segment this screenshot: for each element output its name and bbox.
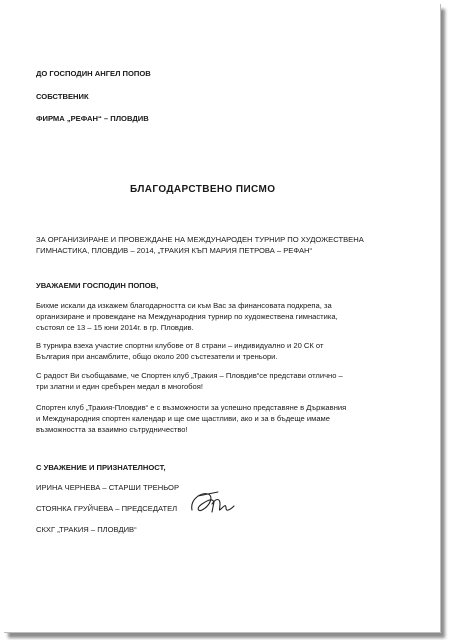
subject-line-2: ГИМНАСТИКА, ПЛОВДИВ – 2014, „ТРАКИЯ КЪП МАРИЯ ПЕТРОВА – РЕФАН“	[36, 246, 313, 255]
letter-title: БЛАГОДАРСТВЕНО ПИСМО	[130, 184, 276, 195]
paragraph-4-line-2: и Международния спортен календар и ще сме щастливи, ако и за в бъдеще имаме	[36, 414, 330, 423]
paragraph-3-line-2: три златни и един сребърен медал в многобоя!	[36, 382, 203, 391]
signatory-chair: СТОЯНКА ГРУЙЧЕВА – ПРЕДСЕДАТЕЛ	[36, 504, 178, 513]
signatory-coach: ИРИНА ЧЕРНЕВА – СТАРШИ ТРЕНЬОР	[36, 483, 180, 492]
paragraph-4-line-3: възможността за взаимно сътрудничество!	[36, 425, 188, 434]
subject-line-1: ЗА ОРГАНИЗИРАНЕ И ПРОВЕЖДАНЕ НА МЕЖДУНАРОДЕН ТУРНИР ПО ХУДОЖЕСТВЕНА	[36, 235, 364, 244]
letter-page	[4, 4, 441, 633]
paragraph-1-line-2: организиране и провеждане на Международния турнир по художествена гимнастика,	[36, 312, 338, 321]
paragraph-1-line-3: състоял се 13 – 15 юни 2014г. в гр. Пловдив.	[36, 323, 194, 332]
recipient-company: ФИРМА „РЕФАН“ – ПЛОВДИВ	[36, 114, 149, 123]
salutation: УВАЖАЕМИ ГОСПОДИН ПОПОВ,	[36, 281, 159, 290]
handwritten-signature	[188, 488, 236, 518]
paragraph-2-line-1: В турнира взеха участие спортни клубове от 8 страни – индивидуално и 20 СК от	[36, 341, 324, 350]
recipient-name: ДО ГОСПОДИН АНГЕЛ ПОПОВ	[36, 69, 151, 78]
recipient-title: СОБСТВЕНИК	[36, 92, 89, 101]
signatory-club: СКХГ „ТРАКИЯ – ПЛОВДИВ“	[36, 525, 137, 534]
paragraph-4-line-1: Спортен клуб „Тракия-Пловдив“ е с възможности за успешно представяне в Държавния	[36, 403, 347, 412]
paragraph-1-line-1: Бихме искали да изкажем благодарността си към Вас за финансовата подкрепа, за	[36, 301, 332, 310]
paragraph-2-line-2: България при ансамблите, общо около 200 състезатели и треньори.	[36, 352, 278, 361]
closing: С УВАЖЕНИЕ И ПРИЗНАТЕЛНОСТ,	[36, 463, 166, 472]
paragraph-3-line-1: С радост Ви съобщаваме, че Спортен клуб „Тракия – Пловдив“се представи отлично –	[36, 371, 343, 380]
